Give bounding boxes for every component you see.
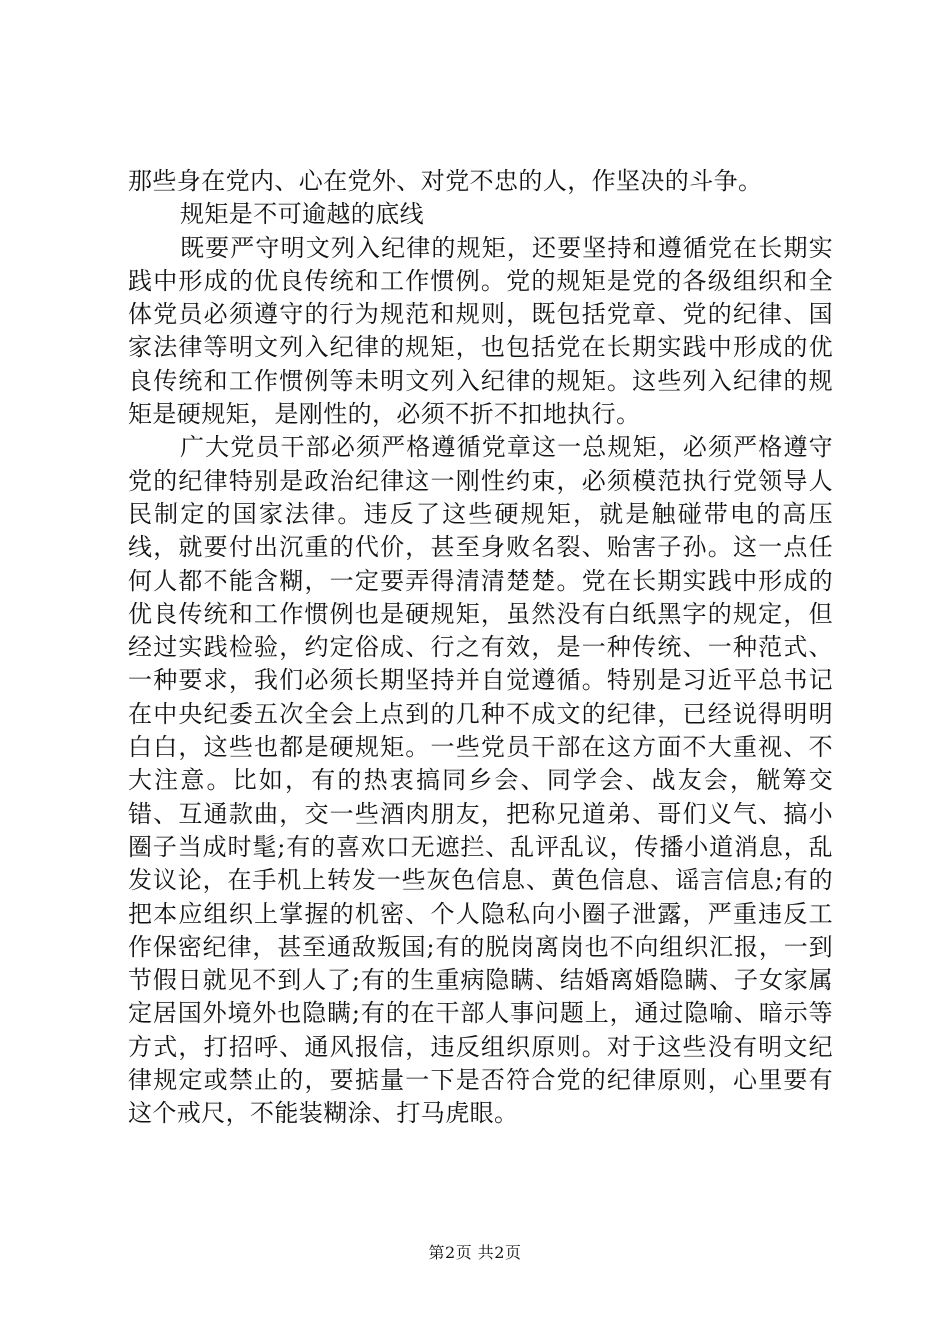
document-body xyxy=(128,165,833,1131)
paragraph: 既要严守明文列入纪律的规矩，还要坚持和遵循党在长期实践中形成的优良传统和工作惯例。党的规矩是党的各级组织和全体党员必须遵守的行为规范和规则，既包括党章、党的纪律、国家法律等明文列入纪律的规矩，也包括党在长期实践中形成的优良传统和工作惯例等未明文列入纪律的规矩。这些列入纪律的规矩是硬规矩，是刚性的，必须不折不扣地执行。 xyxy=(128,233,833,429)
page-number-footer: 第2页 共2页 xyxy=(428,1243,522,1262)
paragraph-continuation: 那些身在党内、心在党外、对党不忠的人，作坚决的斗争。 xyxy=(128,167,763,195)
paragraph: 广大党员干部必须严格遵循党章这一总规矩，必须严格遵守党的纪律特别是政治纪律这一刚性约束，必须模范执行党领导人民制定的国家法律。违反了这些硬规矩，就是触碰带电的高压线，就要付出沉重的代价，甚至身败名裂、贻害子孙。这一点任何人都不能含糊，一定要弄得清清楚楚。党在长期实践中形成的优良传统和工作惯例也是硬规矩，虽然没有白纸黑字的规定，但经过实践检验，约定俗成、行之有效，是一种传统、一种范式、一种要求，我们必须长期坚持并自觉遵循。特别是习近平总书记在中央纪委五次全会上点到的几种不成文的纪律，已经说得明明白白，这些也都是硬规矩。一些党员干部在这方面不大重视、不大注意。比如，有的热衷搞同乡会、同学会、战友会，觥筹交错、互通款曲，交一些酒肉朋友，把称兄道弟、哥们义气、搞小圈子当成时髦;有的喜欢口无遮拦、乱评乱议，传播小道消息，乱发议论，在手机上转发一些灰色信息、黄色信息、谣言信息;有的把本应组织上掌握的机密、个人隐私向小圈子泄露，严重违反工作保密纪律，甚至通敌叛国;有的脱岗离岗也不向组织汇报，一到节假日就见不到人了;有的生重病隐瞒、结婚离婚隐瞒、子女家属定居国外境外也隐瞒;有的在干部人事问题上，通过隐喻、暗示等方式，打招呼、通风报信，违反组织原则。对于这些没有明文纪律规定或禁止的，要掂量一下是否符合党的纪律原则，心里要有这个戒尺，不能装糊涂、打马虎眼。 xyxy=(128,433,833,1128)
section-heading: 规矩是不可逾越的底线 xyxy=(180,200,424,229)
